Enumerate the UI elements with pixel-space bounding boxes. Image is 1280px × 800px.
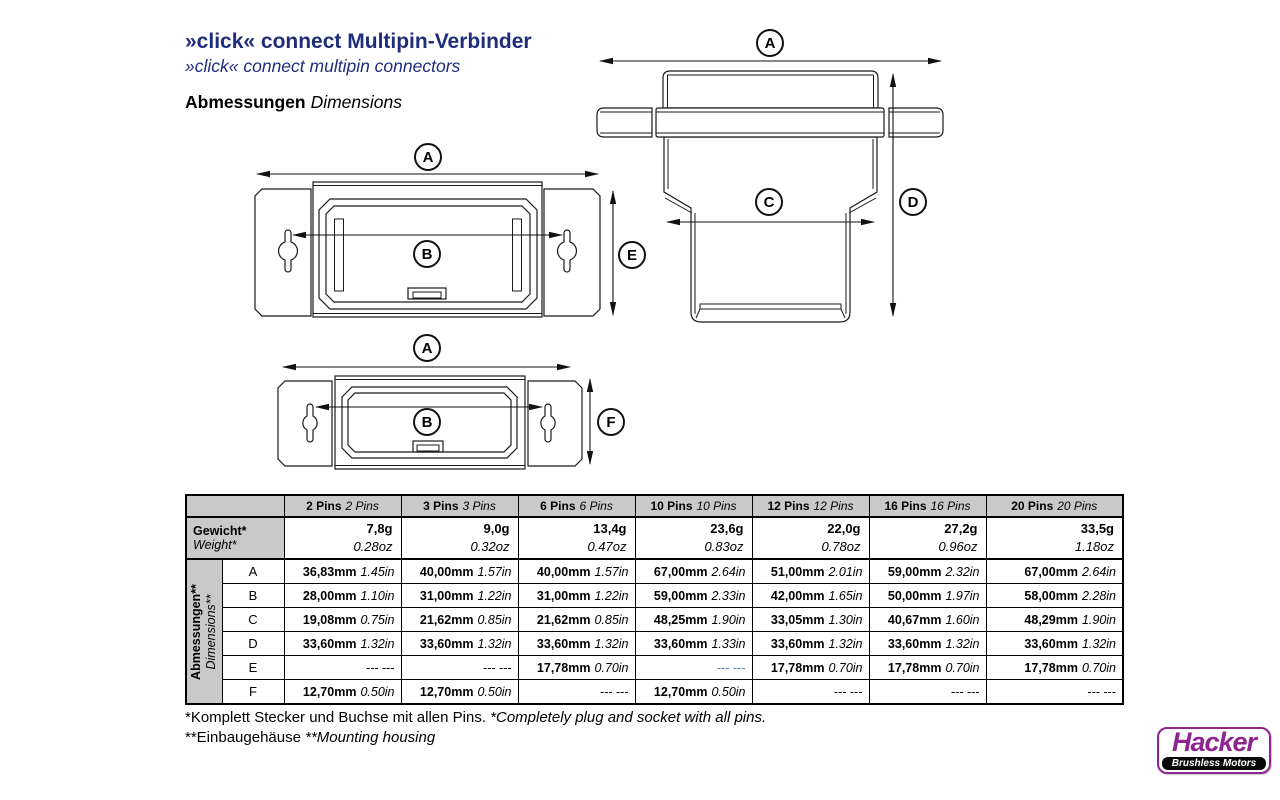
dim-label-c: C xyxy=(755,188,783,216)
hacker-logo-subtitle-bar xyxy=(1162,757,1266,770)
dim-row-d xyxy=(186,632,1123,656)
weight-cell: 9,0g 0.32oz xyxy=(401,517,518,559)
weight-cell: 7,8g 0.28oz xyxy=(284,517,401,559)
dim-cell: 19,08mm 0.75in xyxy=(284,608,401,632)
dim-cell-blue-dash: --- --- xyxy=(635,656,752,680)
dim-row-c xyxy=(186,608,1123,632)
weight-cell: 23,6g 0.83oz xyxy=(635,517,752,559)
weight-cell: 33,5g 1.18oz xyxy=(986,517,1123,559)
dim-label-a-front: A xyxy=(414,143,442,171)
weight-cell: 27,2g 0.96oz xyxy=(869,517,986,559)
dim-label-b-front: B xyxy=(413,240,441,268)
dim-cell: 59,00mm 2.33in xyxy=(635,584,752,608)
dim-cell: --- --- xyxy=(284,656,401,680)
dimensions-table xyxy=(185,494,1124,705)
col-header-2pins: 2 Pins 2 Pins xyxy=(284,495,401,517)
page-title: »click« connect Multipin-Verbinder xyxy=(185,30,532,53)
row-letter: B xyxy=(222,584,284,608)
dim-cell: 12,70mm 0.50in xyxy=(401,680,518,705)
weight-cell: 13,4g 0.47oz xyxy=(518,517,635,559)
dim-label-a-front-low: A xyxy=(413,334,441,362)
dim-cell: 33,60mm 1.33in xyxy=(635,632,752,656)
col-header-16pins: 16 Pins 16 Pins xyxy=(869,495,986,517)
section-heading-de: Abmessungen xyxy=(185,92,306,112)
hacker-logo-wordmark: Hacker xyxy=(1171,727,1257,757)
dim-cell: 40,67mm 1.60in xyxy=(869,608,986,632)
table-header-row xyxy=(186,495,1123,517)
dim-cell: 21,62mm 0.85in xyxy=(518,608,635,632)
hacker-logo-subtitle: Brushless Motors xyxy=(1171,758,1257,769)
dim-label-b-front-low: B xyxy=(413,408,441,436)
dimensions-group-label: Abmessungen** Dimensions** xyxy=(186,559,222,704)
dim-cell: 36,83mm 1.45in xyxy=(284,559,401,584)
dim-cell: 12,70mm 0.50in xyxy=(284,680,401,705)
dim-cell: 50,00mm 1.97in xyxy=(869,584,986,608)
dim-cell: 58,00mm 2.28in xyxy=(986,584,1123,608)
dim-row-e xyxy=(186,656,1123,680)
header-corner-cell xyxy=(186,495,284,517)
page-subtitle: »click« connect multipin connectors xyxy=(185,56,461,76)
dim-cell: 59,00mm 2.32in xyxy=(869,559,986,584)
dim-cell: 51,00mm 2.01in xyxy=(752,559,869,584)
dim-row-b xyxy=(186,584,1123,608)
dim-cell: --- --- xyxy=(752,680,869,705)
hacker-logo xyxy=(1157,727,1271,774)
footnotes xyxy=(185,708,766,748)
dim-cell: 40,00mm 1.57in xyxy=(401,559,518,584)
col-header-6pins: 6 Pins 6 Pins xyxy=(518,495,635,517)
weight-label-cell: Gewicht* Weight* xyxy=(186,517,284,559)
section-heading-en: Dimensions xyxy=(310,92,403,112)
dim-cell: 42,00mm 1.65in xyxy=(752,584,869,608)
dim-cell: 33,60mm 1.32in xyxy=(284,632,401,656)
weight-cell: 22,0g 0.78oz xyxy=(752,517,869,559)
dim-label-f: F xyxy=(597,408,625,436)
dim-cell: 31,00mm 1.22in xyxy=(401,584,518,608)
dim-cell: 67,00mm 2.64in xyxy=(986,559,1123,584)
dim-cell: 33,60mm 1.32in xyxy=(401,632,518,656)
dim-cell: 33,60mm 1.32in xyxy=(752,632,869,656)
dim-cell: 67,00mm 2.64in xyxy=(635,559,752,584)
col-header-10pins: 10 Pins 10 Pins xyxy=(635,495,752,517)
dim-cell: 40,00mm 1.57in xyxy=(518,559,635,584)
dim-cell: --- --- xyxy=(869,680,986,705)
col-header-20pins: 20 Pins 20 Pins xyxy=(986,495,1123,517)
dim-cell: --- --- xyxy=(518,680,635,705)
dim-row-a xyxy=(186,559,1123,584)
row-letter: D xyxy=(222,632,284,656)
col-header-3pins: 3 Pins 3 Pins xyxy=(401,495,518,517)
col-header-12pins: 12 Pins 12 Pins xyxy=(752,495,869,517)
dim-row-f xyxy=(186,680,1123,705)
dim-cell: --- --- xyxy=(401,656,518,680)
dim-label-d: D xyxy=(899,188,927,216)
dim-cell: 31,00mm 1.22in xyxy=(518,584,635,608)
dim-cell: 33,05mm 1.30in xyxy=(752,608,869,632)
dim-cell: 48,25mm 1.90in xyxy=(635,608,752,632)
dim-cell: 48,29mm 1.90in xyxy=(986,608,1123,632)
row-letter: C xyxy=(222,608,284,632)
row-letter: F xyxy=(222,680,284,705)
dim-cell: 12,70mm 0.50in xyxy=(635,680,752,705)
footnote-1: *Komplett Stecker und Buchse mit allen Pins. *Completely plug and socket with all pins. xyxy=(185,709,767,726)
dim-cell: 17,78mm 0.70in xyxy=(752,656,869,680)
dim-cell: 28,00mm 1.10in xyxy=(284,584,401,608)
dim-cell: --- --- xyxy=(986,680,1123,705)
dim-label-e: E xyxy=(618,241,646,269)
weight-row xyxy=(186,517,1123,559)
row-letter: E xyxy=(222,656,284,680)
dim-cell: 17,78mm 0.70in xyxy=(869,656,986,680)
dim-cell: 17,78mm 0.70in xyxy=(986,656,1123,680)
dim-cell: 33,60mm 1.32in xyxy=(986,632,1123,656)
footnote-2: **Einbaugehäuse **Mounting housing xyxy=(185,729,436,746)
dim-cell: 33,60mm 1.32in xyxy=(869,632,986,656)
dim-label-a-side: A xyxy=(756,29,784,57)
dim-cell: 17,78mm 0.70in xyxy=(518,656,635,680)
row-letter: A xyxy=(222,559,284,584)
dim-cell: 21,62mm 0.85in xyxy=(401,608,518,632)
dim-cell: 33,60mm 1.32in xyxy=(518,632,635,656)
